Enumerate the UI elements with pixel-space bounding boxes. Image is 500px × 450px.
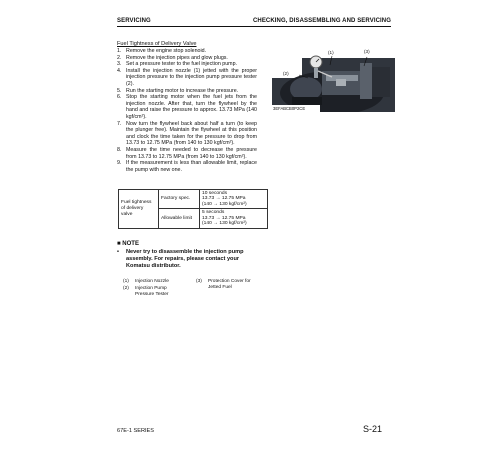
spec-value-line: (140 → 130 kgf/cm²) (202, 221, 247, 227)
page-number: S-21 (363, 424, 383, 434)
step-text: Remove the engine stop solenoid. (126, 48, 207, 54)
legend-item (196, 279, 256, 290)
procedure-step (117, 147, 257, 160)
spec-row-value (200, 209, 268, 228)
note-text: Never try to disassemble the injection pump assembly. For repairs, please contact your Komatsu distributor. (126, 249, 244, 269)
procedure-steps (117, 48, 257, 173)
step-number: 1. (117, 48, 122, 54)
photo-callout: (1) (328, 50, 334, 55)
photo-callout: (3) (364, 49, 370, 54)
photo-callout: (2) (283, 71, 289, 76)
step-text: Install the injection nozzle (1) jetted with the proper injection pressure to the injection pump pressure tester (2). (126, 67, 257, 87)
footer-series: 67E-1 SERIES (117, 428, 154, 434)
procedure-step (117, 48, 257, 55)
engine-photo-illustration (272, 49, 395, 112)
step-number: 3. (117, 61, 122, 68)
header-chapter-title: CHECKING, DISASSEMBLING AND SERVICING (252, 18, 391, 24)
legend-number: (2) (123, 286, 129, 291)
spec-table (118, 189, 268, 229)
note-body (117, 249, 257, 270)
photo-caption-code: 3EFABCB0P2CE (273, 106, 306, 111)
legend-number: (3) (196, 279, 202, 284)
note-title: ■ NOTE (117, 241, 139, 247)
step-text: Measure the time needed to decrease the pressure from 13.73 to 12.75 MPa (from 140 to 130 kgf/cm²). (126, 146, 257, 160)
step-number: 9. (117, 160, 122, 167)
step-text: Run the starting motor to increase the pressure. (126, 87, 239, 94)
spec-value-line: 13.73 → 12.75 MPa (202, 215, 246, 221)
procedure-step (117, 68, 257, 88)
spec-value-line: (140 → 130 kgf/cm²) (202, 202, 247, 208)
step-number: 6. (117, 94, 122, 101)
step-number: 4. (117, 67, 122, 74)
step-number: 2. (117, 54, 122, 61)
spec-item-name: Fuel tightness of delivery valve (119, 190, 159, 229)
legend-item (123, 286, 173, 297)
header-section-label: SERVICING (117, 18, 151, 24)
step-text: If the measurement is less than allowable limit, replace the pump with new one. (126, 160, 257, 173)
section-title: Fuel Tightness of Delivery Valve (117, 41, 197, 47)
step-number: 5. (117, 87, 122, 94)
spec-value-line: 5 seconds (202, 209, 225, 215)
legend-number: (1) (123, 279, 129, 284)
legend-text: Injection Nozzle (135, 279, 169, 284)
procedure-step (117, 61, 257, 68)
note-bullet: • (117, 249, 119, 255)
step-number: 8. (117, 146, 122, 153)
procedure-step (117, 94, 257, 120)
spec-row-label: Allowable limit (159, 209, 200, 228)
step-number: 7. (117, 120, 122, 127)
procedure-step (117, 160, 257, 173)
procedure-step (117, 88, 257, 95)
procedure-step (117, 55, 257, 62)
procedure-step (117, 121, 257, 147)
spec-row-value (200, 190, 268, 209)
spec-row-label: Factory spec. (159, 190, 200, 209)
table-row (119, 190, 268, 209)
legend-item (123, 279, 193, 285)
step-text: Now turn the flywheel back about half a turn (to keep the plunger free). Maintain the flywheel at this position and clock the time taken for the pressure to drop from 13.73 to 12.75 MPa (from 140 to 130 kgf/cm²). (126, 120, 257, 147)
spec-value-line: 10 seconds (202, 190, 228, 196)
spec-value-line: 13.73 → 12.75 MPa (202, 196, 246, 202)
legend-text: Protection Cover for Jetted Fuel (208, 279, 251, 290)
pump-tester-photo (272, 49, 395, 112)
step-text: Stop the starting motor when the fuel jets from the injection nozzle. After that, turn the flywheel by the hand and raise the pressure to approx. 13.73 MPa (140 kgf/cm²). (126, 94, 257, 120)
step-text: Set a pressure tester to the fuel injection pump. (126, 61, 238, 68)
step-text: Remove the injection pipes and glow plugs. (126, 54, 228, 61)
header-rule (117, 26, 391, 27)
legend-text: Injection Pump Pressure Tester (135, 286, 169, 297)
